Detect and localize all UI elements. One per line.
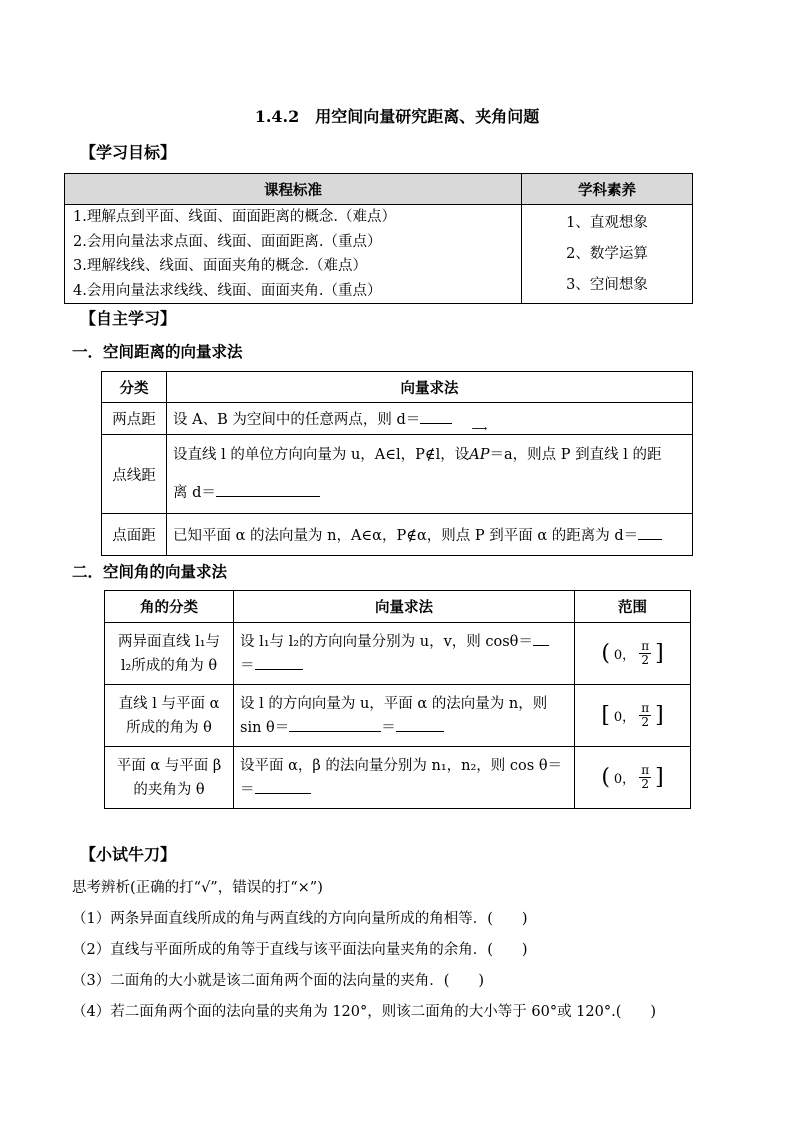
row-method <box>167 422 693 514</box>
answer-blank[interactable] <box>396 717 444 732</box>
vector-label: AP <box>469 447 490 463</box>
method-text: sin θ＝ <box>240 719 290 736</box>
method-text: 设 l 的方向向量为 u，平面 α 的法向量为 n，则 <box>240 695 548 712</box>
range-fraction <box>639 764 651 791</box>
range-left: ( <box>601 765 610 790</box>
objectives-table <box>64 173 693 304</box>
range-start: 0， <box>613 648 636 663</box>
standard-item: 2.会用向量法求点面、线面、面面距离.（重点） <box>73 233 382 250</box>
range-interval <box>601 640 663 667</box>
question-item: （4）若二面角两个面的法向量的夹角为 120°，则该二面角的大小等于 60°或 120°.( ) <box>72 1004 657 1020</box>
range-fraction <box>639 702 651 729</box>
method-text: 离 d＝ <box>173 485 216 501</box>
distance-table <box>101 371 693 556</box>
fraction-denominator: 2 <box>641 653 649 667</box>
fraction-denominator: 2 <box>641 777 649 791</box>
angle-table <box>104 590 691 809</box>
angle-range-cell <box>575 623 691 685</box>
header-angle-method: 向量求法 <box>234 591 575 623</box>
row-type: 点线距 <box>102 435 167 514</box>
answer-blank[interactable] <box>255 655 303 670</box>
practice-intro: 思考辨析(正确的打“√”，错误的打“×”) <box>72 880 323 896</box>
row-method <box>167 403 693 435</box>
fraction-denominator: 2 <box>641 715 649 729</box>
angle-method-cell <box>234 747 575 809</box>
range-right: ] <box>655 765 664 790</box>
range-start: 0， <box>613 772 636 787</box>
question-item: （3）二面角的大小就是该二面角两个面的法向量的夹角．( ) <box>72 973 485 989</box>
fraction-numerator: π <box>641 639 650 653</box>
angle-method-cell <box>234 623 575 685</box>
vector-arrow-icon: ⟶ <box>471 422 488 435</box>
method-text: 设直线 l 的单位方向向量为 u，A∈l，P∉l，设 <box>173 447 470 463</box>
row-type: 两点距 <box>102 403 167 435</box>
section-practice: 【小试牛刀】 <box>80 845 177 864</box>
angle-type-cell <box>105 747 234 809</box>
angle-type-cell <box>105 685 234 747</box>
range-interval <box>601 702 663 729</box>
answer-blank[interactable] <box>638 525 662 540</box>
range-right: ] <box>655 641 664 666</box>
method-text: 设平面 α，β 的法向量分别为 n₁，n₂，则 cos θ＝ <box>240 757 563 774</box>
literacy-item: 1、直观想象 <box>566 214 648 231</box>
angle-range-cell <box>575 685 691 747</box>
range-fraction <box>639 640 651 667</box>
vector-ap <box>469 422 490 474</box>
range-right: ] <box>655 703 664 728</box>
header-angle-type: 角的分类 <box>105 591 234 623</box>
row-method <box>167 514 693 556</box>
method-text: ＝a，则点 P 到直线 l 的距 <box>489 447 662 463</box>
range-start: 0， <box>613 710 636 725</box>
range-left: [ <box>601 703 610 728</box>
literacy-item: 3、空间想象 <box>566 276 648 293</box>
method-text: ＝ <box>240 781 255 798</box>
angle-type-line: 两异面直线 l₁与 <box>117 633 221 650</box>
page-title: 1.4.2 用空间向量研究距离、夹角问题 <box>254 107 540 126</box>
question-item: （1）两条异面直线所成的角与两直线的方向向量所成的角相等．( ) <box>72 911 528 927</box>
header-angle-range: 范围 <box>575 591 691 623</box>
standard-item: 4.会用向量法求线线、线面、面面夹角.（重点） <box>73 282 382 299</box>
part2-title: 二．空间角的向量求法 <box>72 562 228 581</box>
answer-blank[interactable] <box>255 779 311 794</box>
literacy-cell <box>522 205 693 304</box>
fraction-numerator: π <box>641 701 650 715</box>
range-left: ( <box>601 641 610 666</box>
method-text: 设 l₁与 l₂的方向向量分别为 u，v，则 cosθ＝ <box>240 633 533 650</box>
answer-blank[interactable] <box>289 717 381 732</box>
header-method: 向量求法 <box>167 372 693 403</box>
part1-title: 一．空间距离的向量求法 <box>72 342 243 361</box>
angle-type-line: 的夹角为 θ <box>133 781 205 798</box>
standard-item: 3.理解线线、线面、面面夹角的概念.（难点） <box>73 258 367 274</box>
answer-blank[interactable] <box>216 482 320 497</box>
angle-type-line: 平面 α 与平面 β <box>116 757 222 774</box>
literacy-item: 2、数学运算 <box>566 245 648 262</box>
range-interval <box>601 764 663 791</box>
angle-type-line: l₂所成的角为 θ <box>120 657 218 674</box>
method-text: ＝ <box>240 657 255 674</box>
header-type: 分类 <box>102 372 167 403</box>
standard-item: 1.理解点到平面、线面、面面距离的概念.（难点） <box>73 209 396 225</box>
header-literacy: 学科素养 <box>522 174 693 205</box>
method-text: ＝ <box>381 719 396 736</box>
method-text: 已知平面 α 的法向量为 n，A∈α，P∉α，则点 P 到平面 α 的距离为 d＝ <box>173 528 639 544</box>
fraction-numerator: π <box>641 763 650 777</box>
angle-type-cell <box>105 623 234 685</box>
method-text: 设 A、B 为空间中的任意两点，则 d＝ <box>173 412 421 428</box>
answer-blank[interactable] <box>420 409 452 424</box>
angle-type-line: 直线 l 与平面 α <box>118 695 220 712</box>
angle-method-cell <box>234 685 575 747</box>
standards-cell <box>65 205 522 304</box>
section-self-study: 【自主学习】 <box>80 309 177 328</box>
section-objectives: 【学习目标】 <box>80 143 177 162</box>
header-standards: 课程标准 <box>65 174 522 205</box>
row-type: 点面距 <box>102 514 167 556</box>
angle-type-line: 所成的角为 θ <box>126 719 212 736</box>
answer-blank[interactable] <box>533 631 549 646</box>
angle-range-cell <box>575 747 691 809</box>
question-item: （2）直线与平面所成的角等于直线与该平面法向量夹角的余角．( ) <box>72 942 528 958</box>
